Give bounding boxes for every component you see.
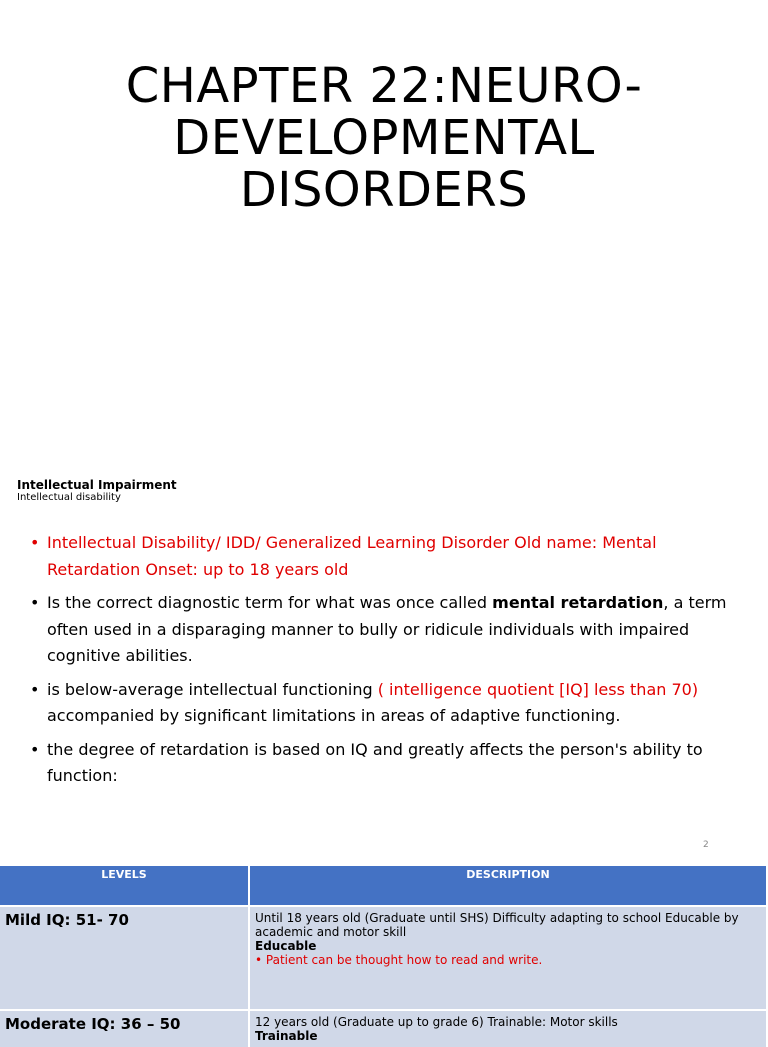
bullet-icon: • [30, 739, 40, 759]
section-heading [17, 478, 177, 503]
title-line-2: DEVELOPMENTAL [173, 110, 595, 166]
bullet-bold-term: mental retardation [492, 593, 664, 612]
bullet-text: accompanied by significant limitations in areas of adaptive functioning. [47, 706, 621, 725]
section-title: Intellectual Impairment [17, 478, 177, 492]
description-red-note: • Patient can be thought how to read and write. [255, 953, 543, 967]
description-cell [249, 1010, 767, 1047]
title-line-3: DISORDERS [239, 162, 529, 218]
page-number: 2 [703, 840, 709, 850]
bullet-list [30, 530, 730, 797]
levels-table [0, 866, 768, 1047]
description-bold: Educable [255, 939, 317, 953]
bullet-item [30, 530, 730, 583]
section-subtitle: Intellectual disability [17, 492, 121, 503]
bullet-icon: • [30, 679, 40, 699]
table-row [0, 906, 767, 1010]
header-description: DESCRIPTION [249, 866, 767, 906]
table-row [0, 1010, 767, 1047]
bullet-item [30, 590, 730, 670]
bullet-text: , a term often used in a disparaging manner to bully or ridicule individuals with impaired cognitive abilities. [47, 593, 727, 665]
level-cell: Moderate IQ: 36 – 50 [0, 1010, 249, 1047]
header-levels: LEVELS [0, 866, 249, 906]
level-cell: Mild IQ: 51- 70 [0, 906, 249, 1010]
bullet-text: Is the correct diagnostic term for what was once called [47, 593, 493, 612]
bullet-text: the degree of retardation is based on IQ and greatly affects the person's ability to function: [47, 739, 703, 785]
bullet-text: Intellectual Disability/ IDD/ Generalized Learning Disorder Old name: Mental Retardation Onset: up to 18 years old [47, 533, 657, 579]
bullet-icon: • [30, 593, 40, 612]
slide-title [0, 60, 768, 216]
bullet-red-highlight: ( intelligence quotient [IQ] less than 70) [377, 679, 699, 699]
bullet-item [30, 677, 730, 730]
table-header-row [0, 866, 767, 906]
bullet-icon: • [30, 533, 40, 552]
description-bold: Trainable [255, 1029, 318, 1043]
description-cell [249, 906, 767, 1010]
description-text: 12 years old (Graduate up to grade 6) Trainable: Motor skills [255, 1015, 618, 1029]
bullet-text: is below-average intellectual functioning [47, 679, 378, 699]
title-line-1: CHAPTER 22:NEURO- [125, 58, 643, 114]
description-text: Until 18 years old (Graduate until SHS) Difficulty adapting to school Educable by academic and motor skill [255, 911, 739, 939]
bullet-item [30, 737, 730, 790]
